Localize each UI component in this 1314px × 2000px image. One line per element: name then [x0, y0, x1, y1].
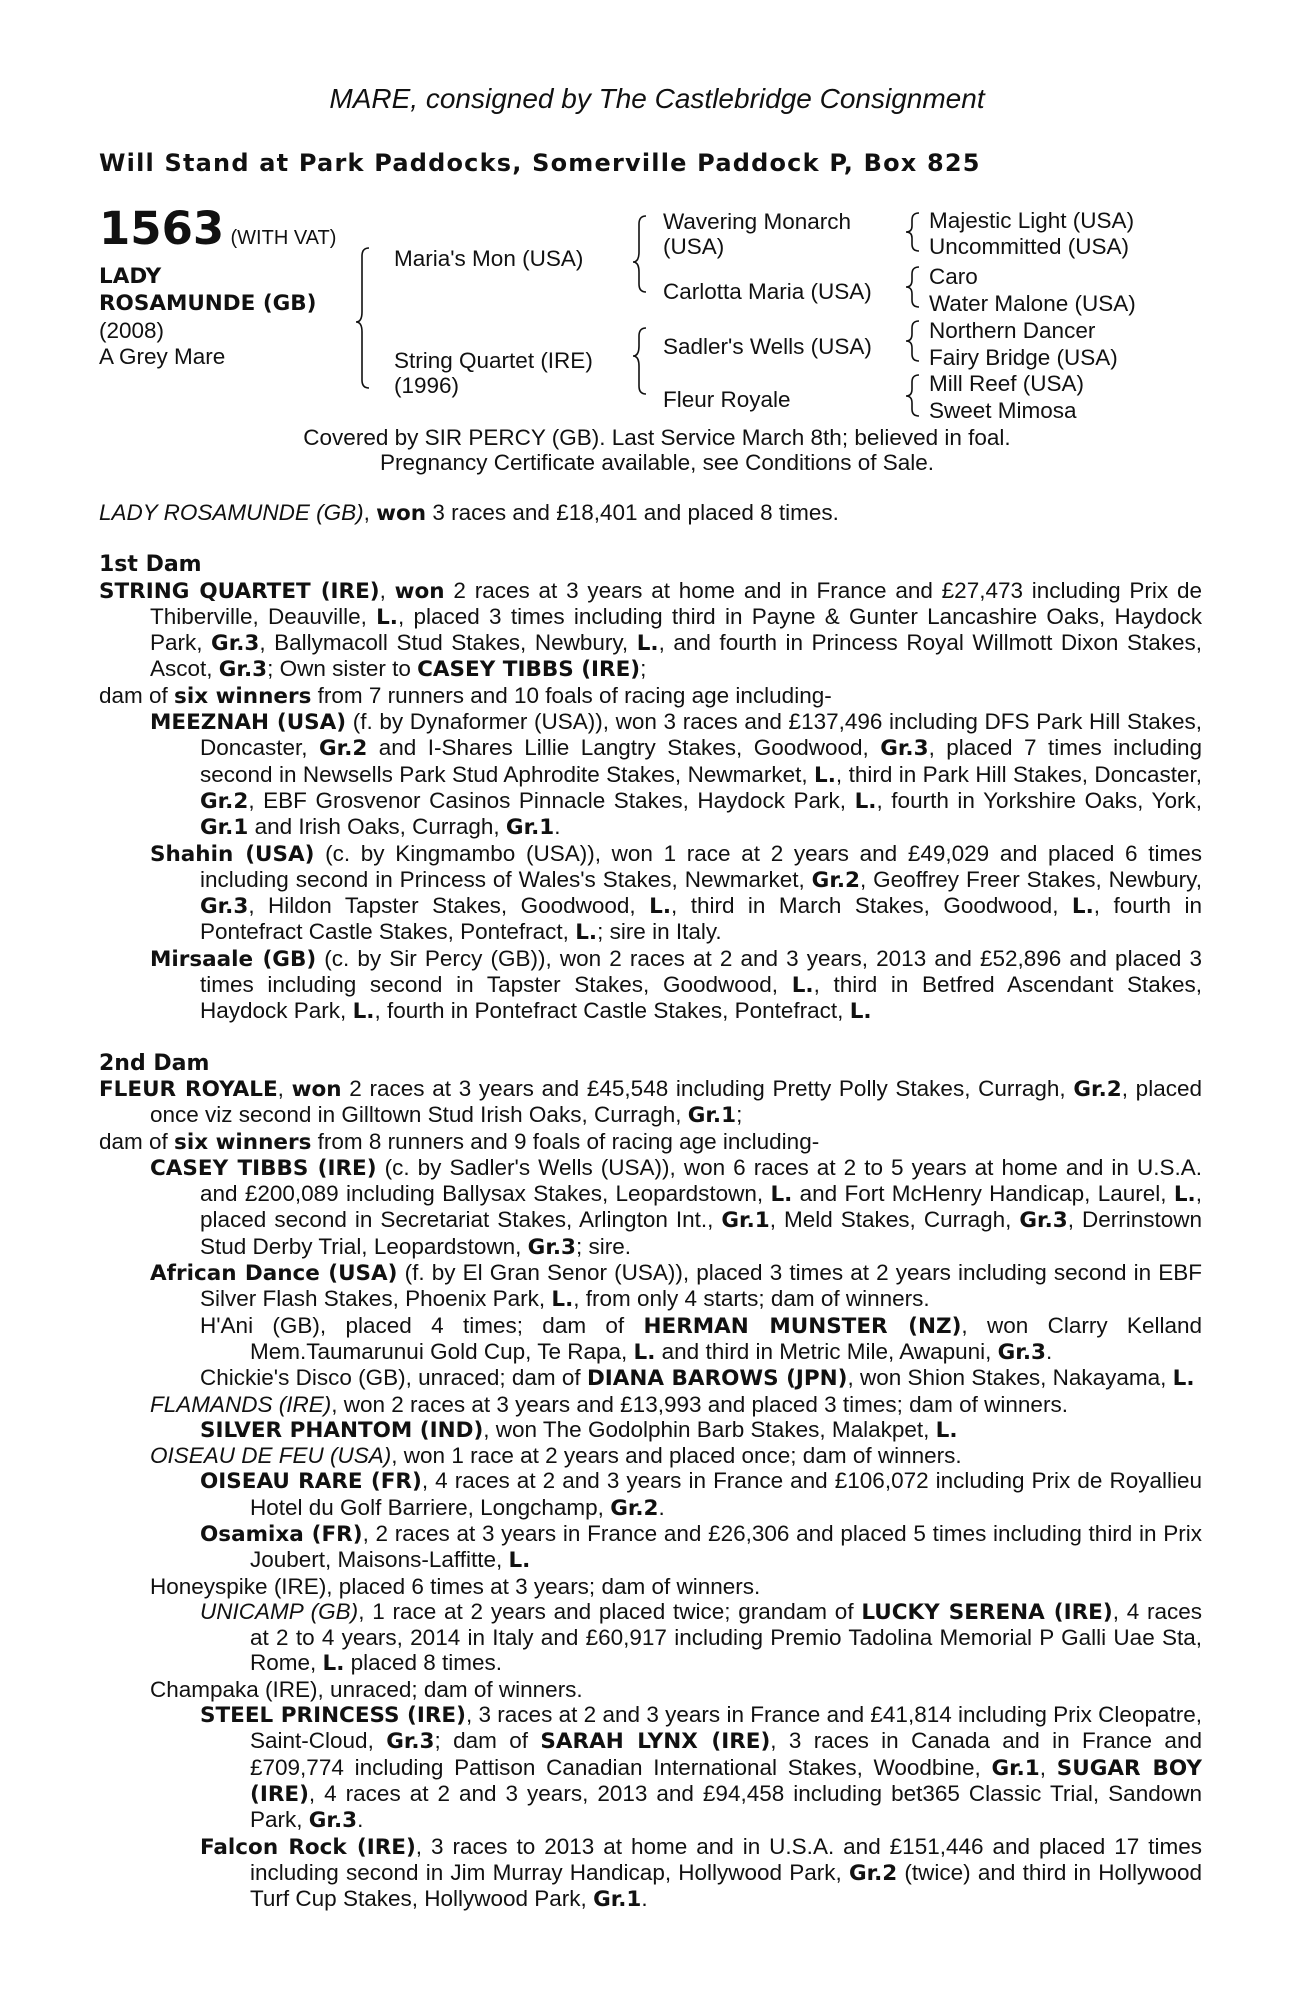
produce-osamixa: Osamixa (FR), 2 races at 3 years in France and £26,306 and placed 5 times including third in Prix Joubert, Maisons-Laffitte, L. [200, 1520, 1202, 1574]
produce-oiseau-rare: OISEAU RARE (FR), 4 races at 2 and 3 years in France and £106,072 including Prix de Royallieu Hotel du Golf Barriere, Longchamp, Gr.2. [200, 1468, 1203, 1521]
covered-note: Covered by SIR PERCY (GB). Last Service March 8th; believed in foal. [303, 425, 1011, 450]
dam: String Quartet (IRE) [394, 348, 593, 373]
dam-year: (1996) [394, 373, 460, 398]
dam-dam-sire: Mill Reef (USA) [929, 371, 1085, 396]
second-dam-record: FLEUR ROYALE, won 2 races at 3 years and £45,548 including Pretty Polly Stakes, Curragh, Gr.2, placed once viz second in Gilltown Stud Irish Oaks, Curragh, Gr.1; [99, 1075, 1202, 1129]
produce-oiseau-de-feu: OISEAU DE FEU (USA), won 1 race at 2 years and placed once; dam of winners. [150, 1443, 962, 1469]
sire-sire: Wavering Monarch [663, 209, 851, 234]
dam-dam-dam: Sweet Mimosa [929, 398, 1077, 423]
first-dam-record: STRING QUARTET (IRE), won 2 races at 3 years at home and in France and £27,473 including Prix de Thiberville, Deauville, L., placed 3 times including third in Payne & Gunter Lancashire Oaks, Haydock Park, Gr.3, Ballymacoll Stud Stakes, Newbury, L., and fourth in Princess Royal Willmott Dixon Stakes, Ascot, Gr.3; Own sister to CASEY TIBBS (IRE); [99, 577, 1202, 683]
produce-unicamp: UNICAMP (GB), 1 race at 2 years and placed twice; grandam of LUCKY SERENA (IRE), 4 races at 2 to 4 years, 2014 in Italy and £60,917 including Premio Tadolina Memorial P Galli Uae Sta, Rome, L. placed 8 times. [200, 1598, 1202, 1677]
produce-shahin: Shahin (USA) (c. by Kingmambo (USA)), won 1 race at 2 years and £49,029 and placed 6 times including second in Princess of Wales's Stakes, Newmarket, Gr.2, Geoffrey Freer Stakes, Newbury, Gr.3, Hildon Tapster Stakes, Goodwood, L., third in March Stakes, Goodwood, L., fourth in Pontefract Castle Stakes, Pontefract, L.; sire in Italy. [150, 840, 1202, 946]
second-dam-produce: dam of six winners from 8 runners and 9 foals of racing age including- [99, 1128, 820, 1155]
horse-name-line2: ROSAMUNDE (GB) [99, 291, 317, 316]
sire-sire-sire: Majestic Light (USA) [929, 208, 1135, 233]
horse-name-line1: LADY [99, 264, 162, 289]
dam-sire: Sadler's Wells (USA) [663, 334, 872, 359]
produce-african-dance: African Dance (USA) (f. by El Gran Senor (USA)), placed 3 times at 2 years including second in EBF Silver Flash Stakes, Phoenix Park, L., from only 4 starts; dam of winners. [150, 1260, 1202, 1313]
sire-sire-country: (USA) [663, 234, 725, 259]
first-dam-produce: dam of six winners from 7 runners and 10 foals of racing age including- [99, 682, 832, 709]
produce-honeyspike: Honeyspike (IRE), placed 6 times at 3 years; dam of winners. [150, 1573, 761, 1599]
produce-hani: H'Ani (GB), placed 4 times; dam of HERMAN MUNSTER (NZ), won Clarry Kelland Mem.Taumarunui Gold Cup, Te Rapa, L. and third in Metric Mile, Awapuni, Gr.3. [200, 1312, 1202, 1365]
sire-dam-sire: Caro [929, 264, 978, 289]
produce-mirsaale: Mirsaale (GB) (c. by Sir Percy (GB)), won 2 races at 2 and 3 years, 2013 and £52,896 and placed 3 times including second in Tapster Stakes, Goodwood, L., third in Betfred Ascendant Stakes, Haydock Park, L., fourth in Pontefract Castle Stakes, Pontefract, L. [150, 945, 1203, 1025]
produce-silver-phantom: SILVER PHANTOM (IND), won The Godolphin Barb Stakes, Malakpet, L. [200, 1416, 958, 1443]
consignor-heading: MARE, consigned by The Castlebridge Consignment [329, 83, 985, 114]
vat-note: (WITH VAT) [230, 227, 337, 249]
horse-year: (2008) [99, 318, 165, 343]
dam-sire-sire: Northern Dancer [929, 318, 1096, 343]
dam-dam: Fleur Royale [663, 387, 791, 412]
bracket-sire-dam [906, 267, 919, 307]
dam-sire-dam: Fairy Bridge (USA) [929, 345, 1118, 370]
sire-sire-dam: Uncommitted (USA) [929, 234, 1130, 259]
lot-number: 1563 [99, 202, 225, 255]
catalogue-body [99, 500, 1202, 1912]
produce-champaka: Champaka (IRE), unraced; dam of winners. [150, 1676, 583, 1702]
pregnancy-note: Pregnancy Certificate available, see Conditions of Sale. [379, 450, 935, 475]
second-dam-heading: 2nd Dam [99, 1050, 210, 1076]
bracket-lot [356, 248, 369, 388]
first-dam-heading: 1st Dam [99, 552, 202, 578]
produce-steel-princess: STEEL PRINCESS (IRE), 3 races at 2 and 3 years in France and £41,814 including Prix Cleopatre, Saint-Cloud, Gr.3; dam of SARAH LYNX (IRE), 3 races in Canada and in France and £709,774 including Pattison Canadian International Stakes, Woodbine, Gr.1, SUGAR BOY (IRE), 4 races at 2 and 3 years, 2013 and £94,458 including bet365 Classic Trial, Sandown Park, Gr.3. [200, 1702, 1202, 1834]
stand-location: Will Stand at Park Paddocks, Somerville Paddock P, Box 825 [99, 149, 981, 177]
produce-chickies-disco: Chickie's Disco (GB), unraced; dam of DIANA BAROWS (JPN), won Shion Stakes, Nakayama, L. [200, 1365, 1195, 1392]
bracket-dam-sire [906, 321, 919, 361]
bracket-dam [633, 328, 646, 394]
bracket-sire [633, 216, 646, 292]
produce-flamands: FLAMANDS (IRE), won 2 races at 3 years and £13,993 and placed 3 times; dam of winners. [150, 1391, 1068, 1417]
sire-dam-dam: Water Malone (USA) [929, 291, 1136, 316]
sire-dam: Carlotta Maria (USA) [663, 279, 872, 304]
sire: Maria's Mon (USA) [394, 246, 584, 271]
horse-description: A Grey Mare [99, 344, 226, 369]
produce-casey-tibbs: CASEY TIBBS (IRE) (c. by Sadler's Wells (USA)), won 6 races at 2 to 5 years at home and in U.S.A. and £200,089 including Ballysax Stakes, Leopardstown, L. and Fort McHenry Handicap, Laurel, L., placed second in Secretariat Stakes, Arlington Int., Gr.1, Meld Stakes, Curragh, Gr.3, Derrinstown Stud Derby Trial, Leopardstown, Gr.3; sire. [150, 1154, 1203, 1260]
produce-meeznah: MEEZNAH (USA) (f. by Dynaformer (USA)), won 3 races and £137,496 including DFS Park Hill Stakes, Doncaster, Gr.2 and I-Shares Lillie Langtry Stakes, Goodwood, Gr.3, placed 7 times including second in Newsells Park Stud Aphrodite Stakes, Newmarket, L., third in Park Hill Stakes, Doncaster, Gr.2, EBF Grosvenor Casinos Pinnacle Stakes, Haydock Park, L., fourth in Yorkshire Oaks, York, Gr.1 and Irish Oaks, Curragh, Gr.1. [150, 709, 1202, 841]
summary-line: LADY ROSAMUNDE (GB), won 3 races and £18,401 and placed 8 times. [99, 500, 839, 526]
produce-falcon-rock: Falcon Rock (IRE), 3 races to 2013 at home and in U.S.A. and £151,446 and placed 17 times including second in Jim Murray Handicap, Hollywood Park, Gr.2 (twice) and third in Hollywood Turf Cup Stakes, Hollywood Park, Gr.1. [200, 1833, 1203, 1913]
bracket-dam-dam [906, 375, 919, 416]
bracket-sire-sire [906, 213, 919, 251]
